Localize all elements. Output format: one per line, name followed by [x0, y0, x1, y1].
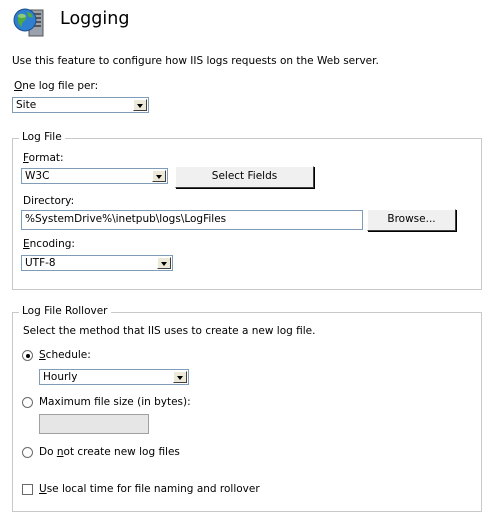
logging-globe-server-icon	[12, 6, 46, 40]
schedule-label: Schedule:	[39, 349, 91, 361]
rollover-group	[12, 312, 482, 512]
page-description: Use this feature to configure how IIS logs requests on the Web server.	[12, 55, 379, 67]
log-per-label: One log file per:	[14, 80, 99, 92]
select-fields-button[interactable]: Select Fields	[175, 166, 314, 188]
format-label-text: ormat:	[28, 152, 64, 164]
rollover-instruction: Select the method that IIS uses to create a new log file.	[23, 325, 316, 337]
schedule-radio[interactable]	[22, 350, 33, 361]
format-value: W3C	[25, 170, 50, 182]
chevron-down-icon[interactable]	[157, 257, 171, 269]
encoding-value: UTF-8	[25, 257, 56, 269]
max-size-input[interactable]	[39, 414, 149, 434]
no-new-files-label: Do not create new log files	[39, 446, 180, 458]
rollover-legend: Log File Rollover	[19, 305, 111, 317]
browse-button[interactable]: Browse...	[367, 209, 456, 231]
chevron-down-icon[interactable]	[133, 99, 147, 111]
encoding-dropdown[interactable]	[21, 255, 173, 271]
log-per-value: Site	[16, 99, 37, 111]
page-title: Logging	[60, 9, 130, 29]
log-file-legend: Log File	[19, 131, 65, 143]
schedule-value: Hourly	[43, 371, 78, 383]
directory-input[interactable]: %SystemDrive%\inetpub\logs\LogFiles	[21, 210, 363, 230]
max-size-radio[interactable]	[22, 397, 33, 408]
log-per-label-text: ne log file per:	[22, 80, 99, 92]
schedule-dropdown[interactable]	[39, 369, 189, 385]
encoding-label-text: ncoding:	[29, 238, 75, 250]
format-label: Format:	[23, 152, 64, 164]
chevron-down-icon[interactable]	[173, 371, 187, 383]
local-time-checkbox[interactable]	[22, 484, 33, 495]
local-time-label: Use local time for file naming and rollover	[39, 483, 260, 495]
encoding-label: Encoding:	[23, 238, 75, 250]
no-new-files-radio[interactable]	[22, 447, 33, 458]
max-size-label: Maximum file size (in bytes):	[39, 396, 191, 408]
log-per-dropdown[interactable]	[12, 97, 149, 113]
chevron-down-icon[interactable]	[152, 170, 166, 182]
directory-label: Directory:	[23, 195, 75, 207]
format-dropdown[interactable]	[21, 168, 168, 184]
